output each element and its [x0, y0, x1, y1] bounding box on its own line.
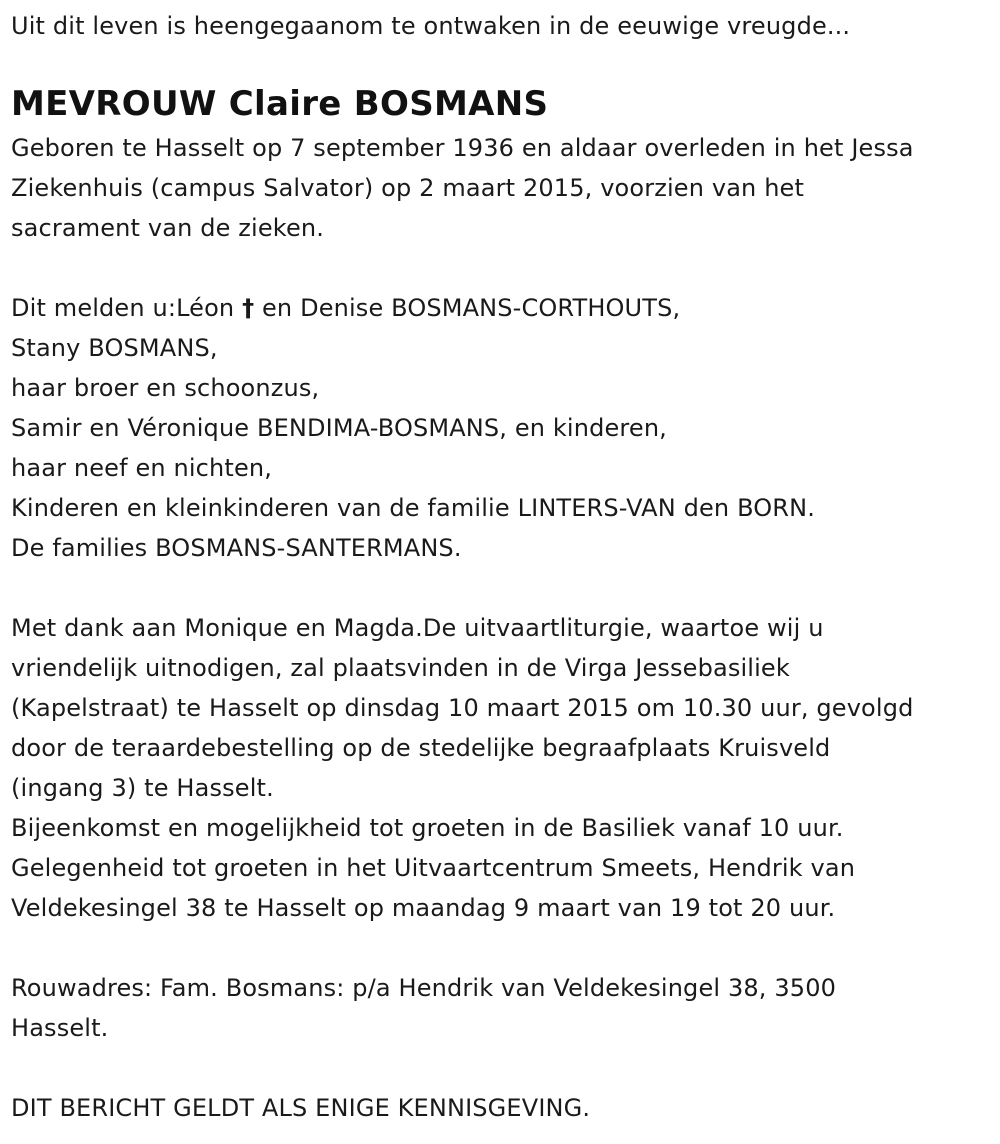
family-line: haar neef en nichten,: [11, 454, 272, 482]
spacer: [11, 928, 996, 968]
cross-icon: †: [242, 294, 255, 322]
closing-statement: DIT BERICHT GELDT ALS ENIGE KENNISGEVING.: [11, 1094, 591, 1122]
birth-death-paragraph: [11, 128, 996, 248]
family-line: [11, 288, 996, 328]
spacer: [11, 568, 996, 608]
paragraph-line: Veldekesingel 38 te Hasselt op maandag 9 maart van 19 tot 20 uur.: [11, 894, 836, 922]
mourning-address: [11, 968, 996, 1048]
family-line: haar broer en schoonzus,: [11, 374, 320, 402]
address-line: Rouwadres: Fam. Bosmans: p/a Hendrik van Veldekesingel 38, 3500: [11, 974, 837, 1002]
paragraph-line: vriendelijk uitnodigen, zal plaatsvinden in de Virga Jessebasiliek: [11, 654, 790, 682]
paragraph-line: (ingang 3) te Hasselt.: [11, 774, 274, 802]
deceased-name: MEVROUW Claire BOSMANS: [11, 84, 549, 124]
paragraph-line: Gelegenheid tot groeten in het Uitvaartcentrum Smeets, Hendrik van: [11, 854, 856, 882]
spacer: [11, 248, 996, 288]
paragraph-line: sacrament van de zieken.: [11, 214, 325, 242]
intro-text: Uit dit leven is heengegaanom te ontwaken in de eeuwige vreugde...: [11, 12, 851, 40]
paragraph-line: (Kapelstraat) te Hasselt op dinsdag 10 maart 2015 om 10.30 uur, gevolgd: [11, 694, 914, 722]
family-line: Kinderen en kleinkinderen van de familie LINTERS-VAN den BORN.: [11, 494, 816, 522]
service-paragraph: [11, 608, 996, 928]
family-list: [11, 288, 996, 568]
address-line: Hasselt.: [11, 1014, 109, 1042]
spacer: [11, 1048, 996, 1088]
family-line: De families BOSMANS-SANTERMANS.: [11, 534, 462, 562]
family-line: Samir en Véronique BENDIMA-BOSMANS, en kinderen,: [11, 414, 667, 442]
family-line: Stany BOSMANS,: [11, 334, 218, 362]
family-line-start: Dit melden u:Léon: [11, 294, 243, 322]
death-notice: [11, 0, 996, 1128]
paragraph-line: Met dank aan Monique en Magda.De uitvaartliturgie, waartoe wij u: [11, 614, 824, 642]
paragraph-line: door de teraardebestelling op de stedelijke begraafplaats Kruisveld: [11, 734, 831, 762]
paragraph-line: Ziekenhuis (campus Salvator) op 2 maart 2015, voorzien van het: [11, 174, 805, 202]
paragraph-line: Bijeenkomst en mogelijkheid tot groeten in de Basiliek vanaf 10 uur.: [11, 814, 844, 842]
family-line-end: en Denise BOSMANS-CORTHOUTS,: [254, 294, 681, 322]
paragraph-line: Geboren te Hasselt op 7 september 1936 en aldaar overleden in het Jessa: [11, 134, 914, 162]
